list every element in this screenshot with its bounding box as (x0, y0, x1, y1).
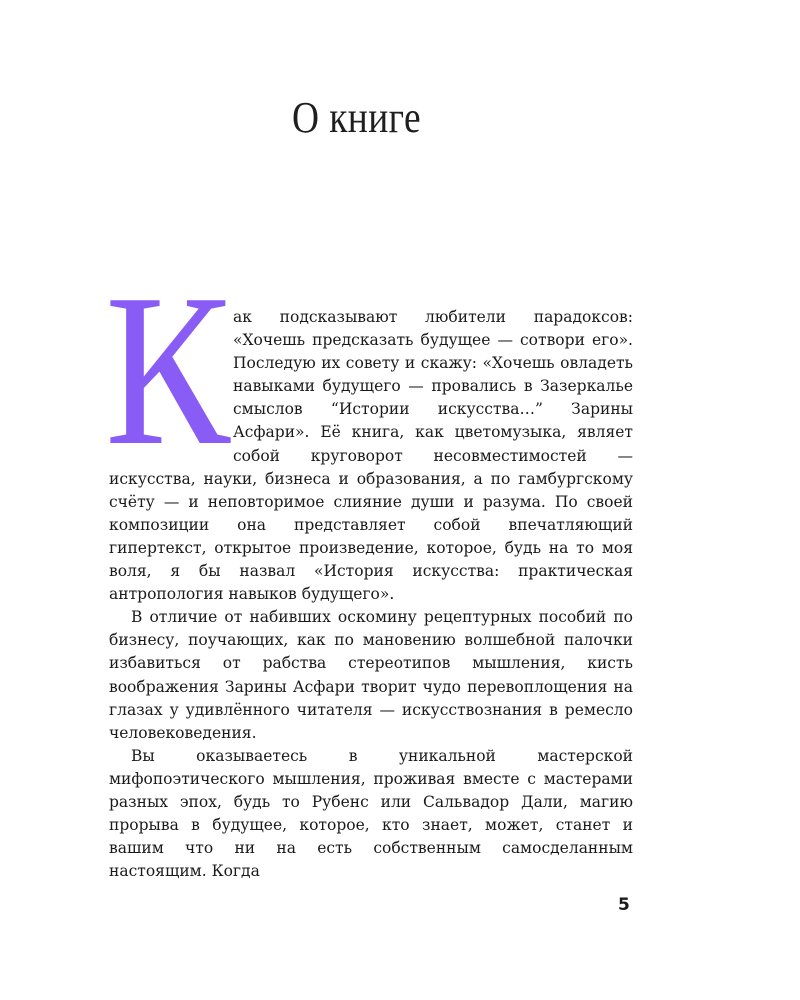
paragraph-3: Вы оказываетесь в уникальной мастерской мифопоэтического мышления, проживая вместе с мастерами разных эпох, будь то Рубенс или Сальвадор Дали, магию прорыва в будущее, которое, кто знает, может, станет и вашим что ни на есть собственным самосделанным настоящим. Когда (109, 746, 633, 881)
drop-cap-letter: К (105, 250, 231, 491)
paragraph-1 (105, 250, 633, 606)
body-text (105, 250, 633, 883)
page-number: 5 (618, 895, 630, 915)
page-title: О книге (292, 93, 421, 142)
paragraph-1-text: ак подсказывают любители парадоксов: «Хочешь предсказать будущее — сотвори его». Последую их совету и скажу: «Хочешь овладеть навыками будущего — провались в Зазеркалье смыслов “Истории искусства…” Зарины Асфари». Её книга, как цветомузыка, являет собой круговорот несовместимостей — искусства, науки, бизнеса и образования, а по гамбургскому счёту — и неповторимое слияние души и разума. По своей композиции она представляет собой впечатляющий гипертекст, открытое произведение, которое, будь на то моя воля, я бы назвал «История искусства: практическая антропология навыков будущего». (109, 308, 633, 604)
paragraph-2: В отличие от набивших оскомину рецептурных пособий по бизнесу, поучающих, как по мановению волшебной палочки избавиться от рабства стереотипов мышления, кисть воображения Зарины Асфари творит чудо перевоплощения на глазах у удивлённого читателя — искусствознания в ремесло человековедения. (109, 608, 633, 742)
